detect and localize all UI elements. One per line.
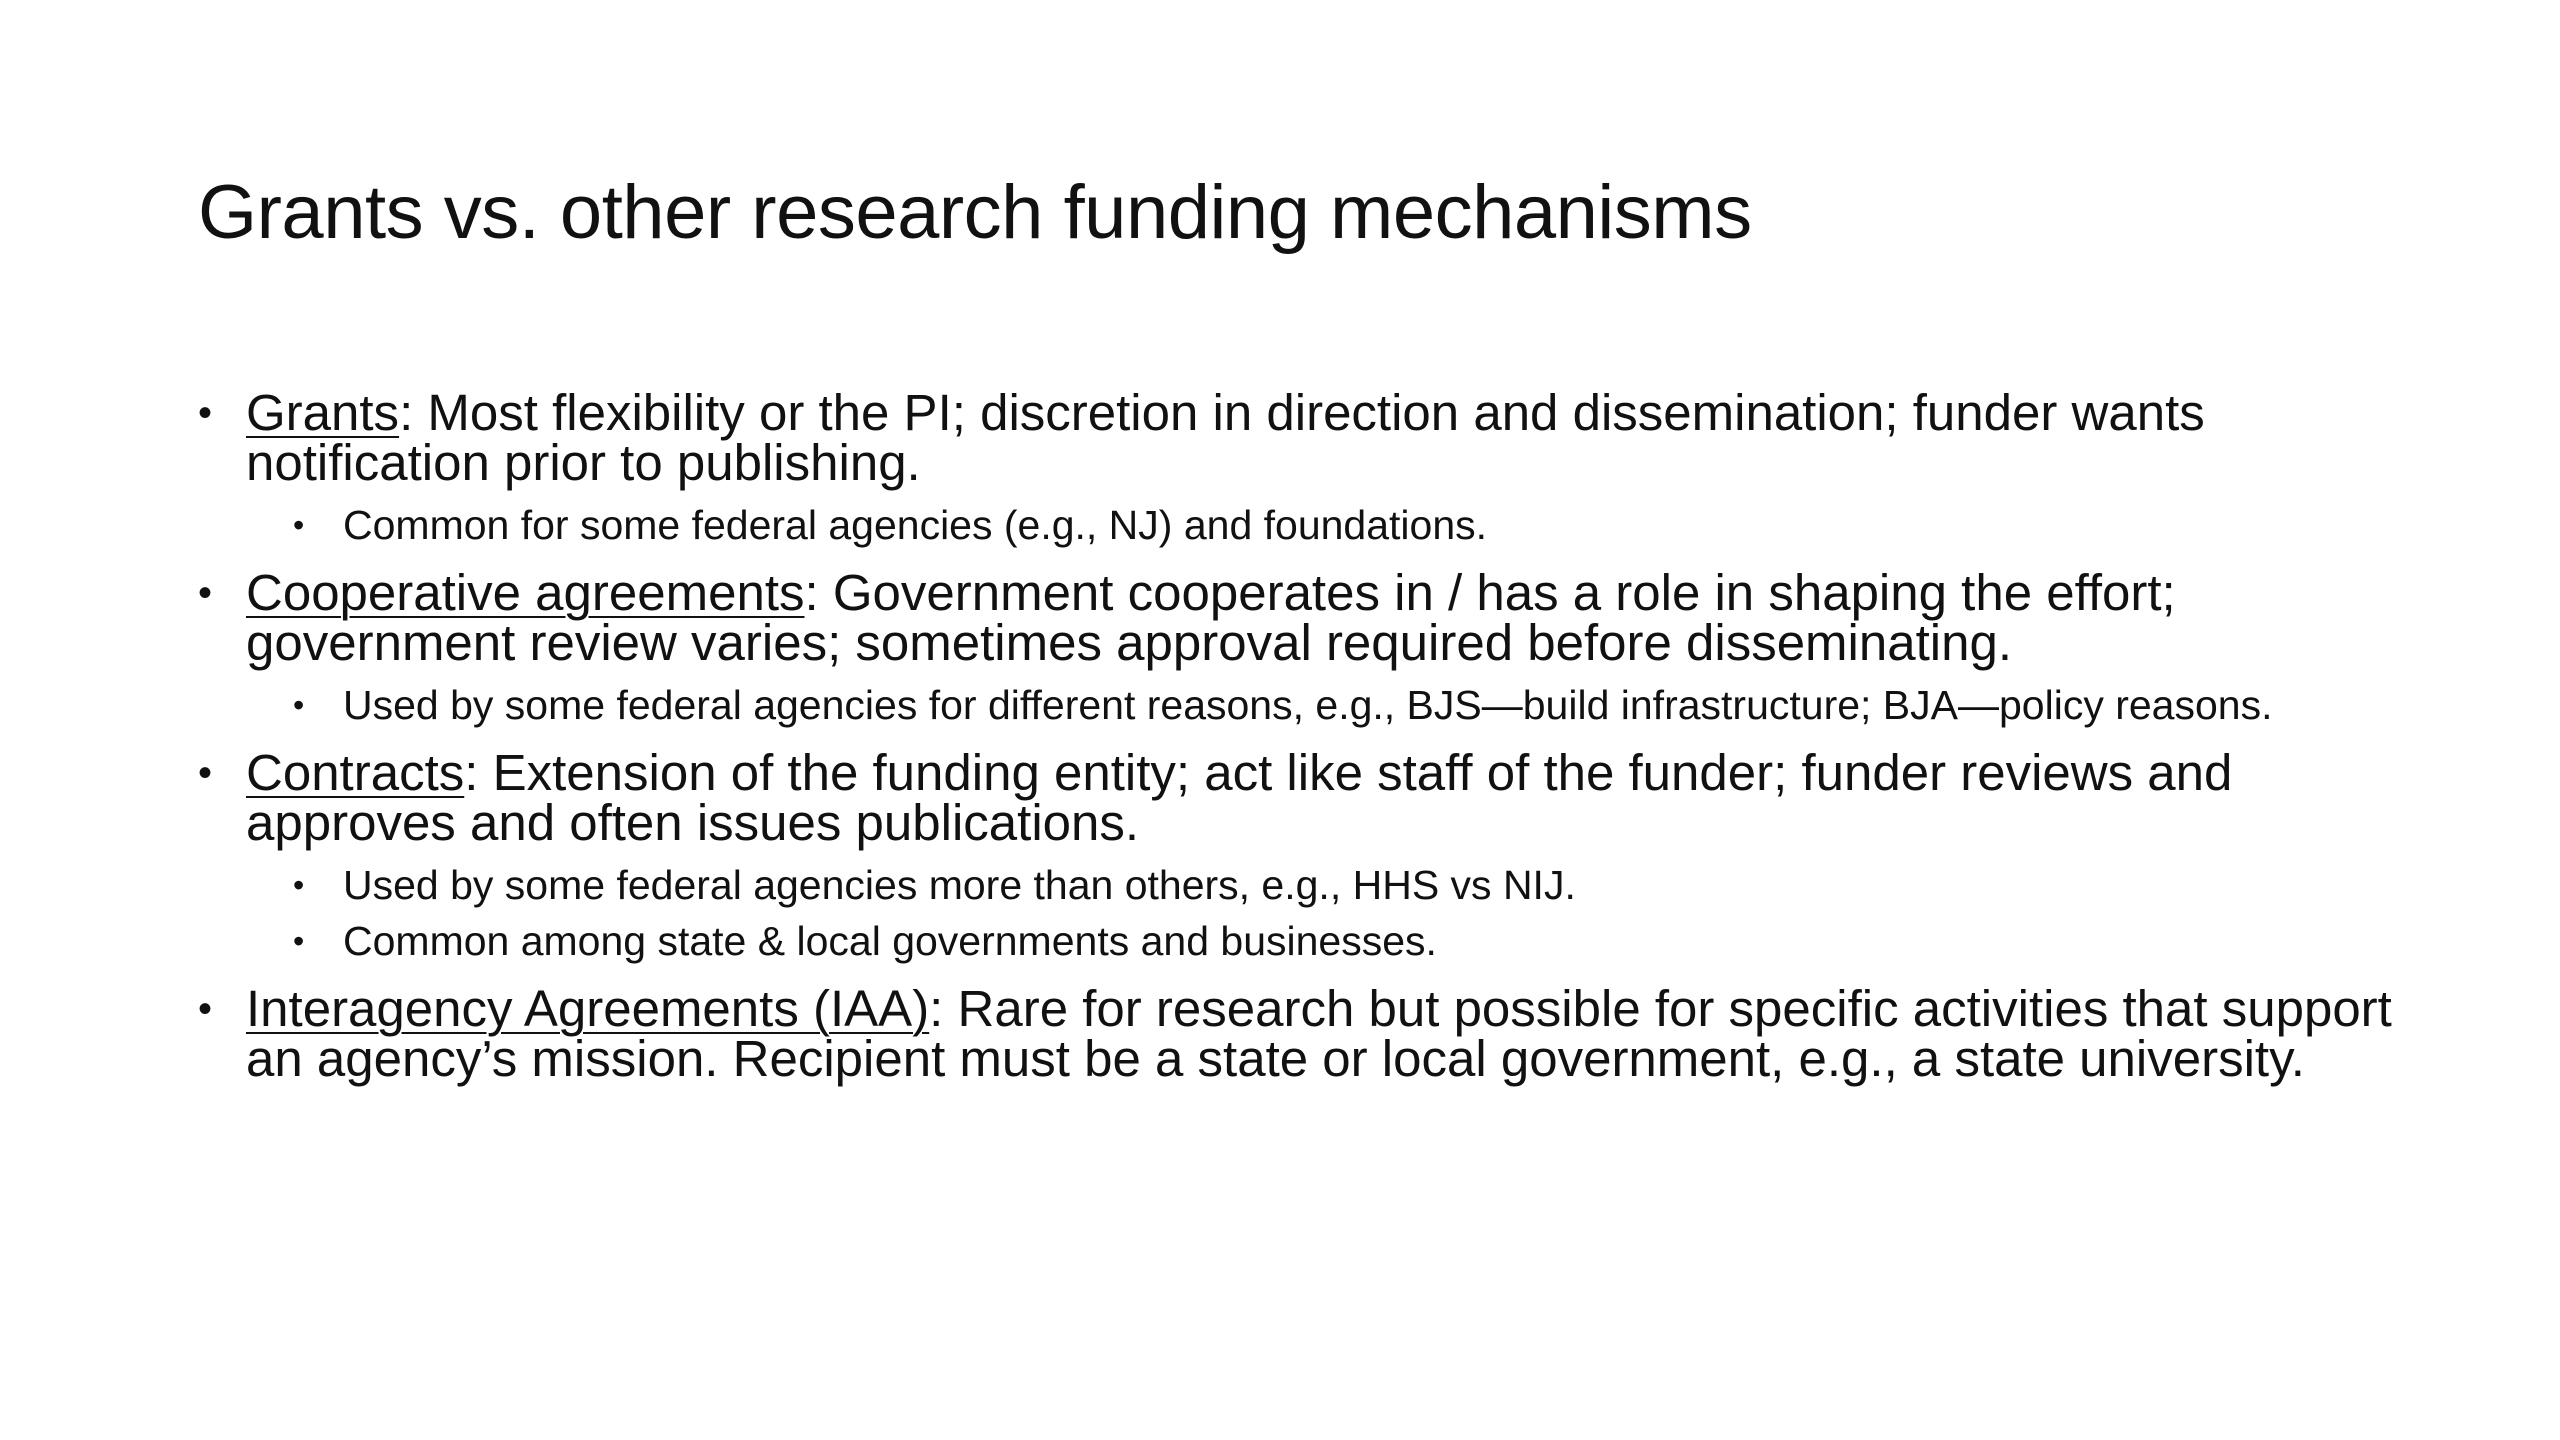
item-text: : Government cooperates in / has a role in shaping the effort; government review varies; sometimes approval required before disseminating. (246, 564, 2176, 671)
sub-item-text: Common among state & local governments and businesses. (343, 918, 1437, 964)
bullet-item-grants (198, 384, 2428, 548)
slide-title: Grants vs. other research funding mechanisms (198, 170, 1752, 255)
bullet-icon: • (198, 571, 213, 615)
bullet-icon: • (293, 923, 305, 959)
bullet-icon: • (293, 867, 305, 903)
bullet-icon: • (198, 391, 213, 435)
sub-item-text: Used by some federal agencies for different reasons, e.g., BJS—build infrastructure; BJA—policy reasons. (343, 682, 2273, 728)
bullet-item-interagency-agreements (198, 980, 2428, 1087)
sub-bullet-list (246, 504, 2428, 546)
sub-bullet-list (246, 684, 2428, 726)
bullet-list (198, 384, 2428, 1106)
bullet-icon: • (198, 987, 213, 1031)
item-text: : Rare for research but possible for specific activities that support an agency’s mission. Recipient must be a state or local government, e.g., a state university. (246, 980, 2392, 1087)
sub-bullet-item (246, 864, 2428, 906)
item-text: : Extension of the funding entity; act like staff of the funder; funder reviews and approves and often issues publications. (246, 744, 2233, 851)
sub-bullet-list (246, 864, 2428, 962)
term-grants: Grants (246, 384, 400, 441)
bullet-icon: • (198, 751, 213, 795)
bullet-icon: • (293, 687, 305, 723)
sub-item-text: Common for some federal agencies (e.g., NJ) and foundations. (343, 502, 1488, 548)
bullet-icon: • (293, 507, 305, 543)
sub-bullet-item (246, 504, 2428, 546)
sub-bullet-item (246, 684, 2428, 726)
item-text: : Most flexibility or the PI; discretion in direction and dissemination; funder wants notification prior to publishing. (246, 384, 2205, 491)
term-interagency-agreements: Interagency Agreements (IAA) (246, 980, 930, 1037)
sub-bullet-item (246, 920, 2428, 962)
term-contracts: Contracts (246, 744, 465, 801)
sub-item-text: Used by some federal agencies more than others, e.g., HHS vs NIJ. (343, 862, 1576, 908)
bullet-item-contracts (198, 744, 2428, 964)
bullet-item-cooperative-agreements (198, 564, 2428, 728)
term-cooperative-agreements: Cooperative agreements (246, 564, 805, 621)
